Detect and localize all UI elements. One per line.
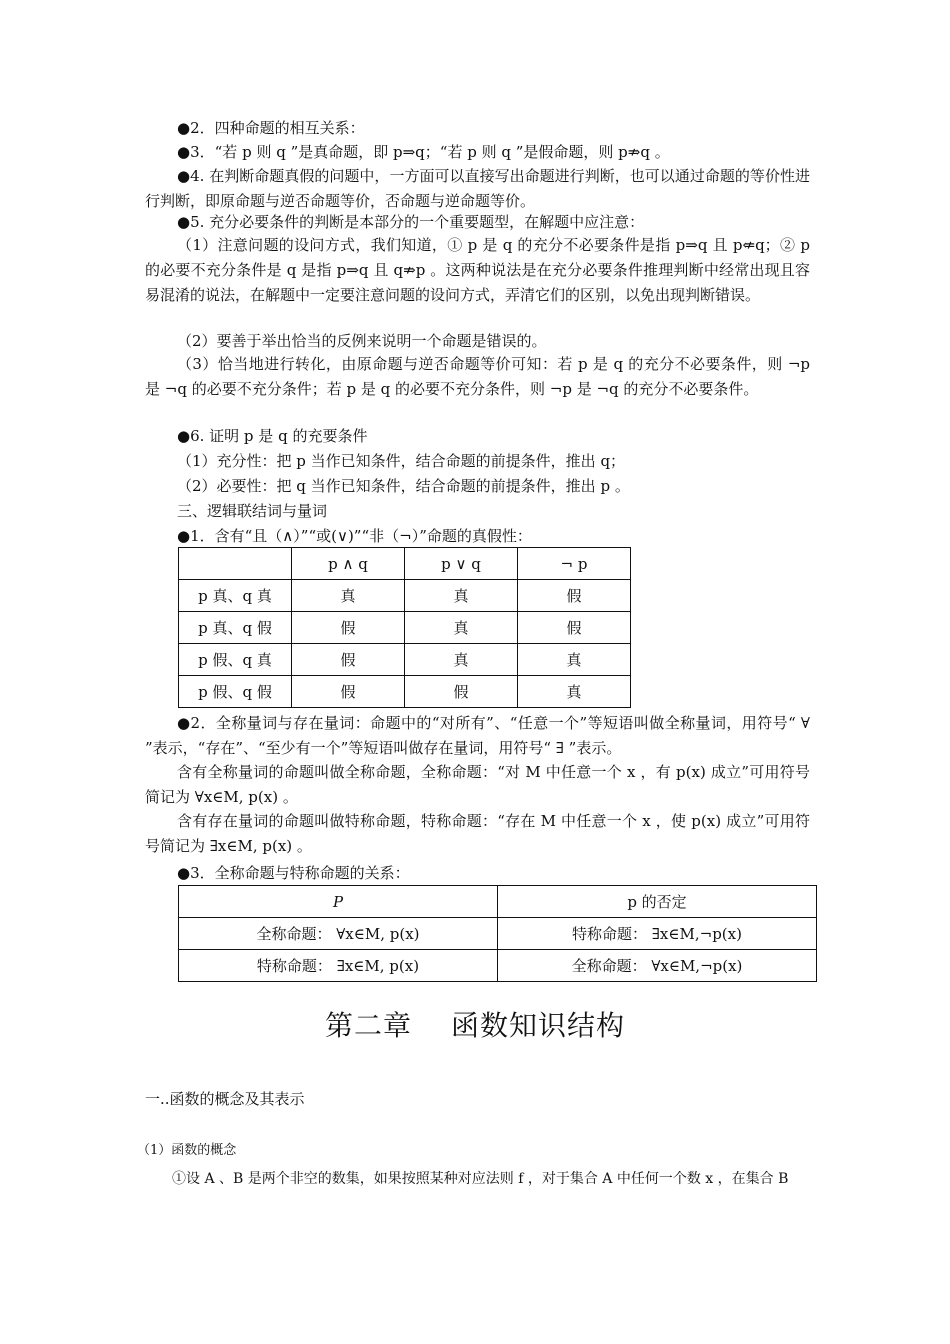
table2-caption: ●3．全称命题与特称命题的关系： — [177, 864, 410, 882]
table-cell: 假 — [518, 612, 631, 644]
table-header-cell: P — [179, 886, 498, 918]
truth-table — [178, 547, 631, 708]
section-heading: 一..函数的概念及其表示 — [145, 1090, 305, 1108]
table-header-row — [179, 548, 631, 580]
table-cell: 假 — [292, 612, 405, 644]
table-cell: 特称命题： ∃x∈M, p(x) — [179, 950, 498, 982]
item-5-paragraph-1: （1）注意问题的设问方式，我们知道，① p 是 q 的充分不必要条件是指 p⇒q 且 p⇍q；② p 的必要不充分条件是 q 是指 p⇒q 且 q⇏p 。这两种说法是在充分必要条件推理判断中经常出现且容易混淆的说法，在解题中一定要注意问题的设问方式，弄清它们的区别，以免出现判断错误。 — [145, 236, 810, 304]
table-cell: 假 — [292, 644, 405, 676]
negation-table — [178, 885, 817, 982]
table-header-row — [179, 886, 817, 918]
table-cell: p 假、q 真 — [179, 644, 292, 676]
definition-line: ①设 A 、B 是两个非空的数集，如果按照某种对应法则 f ，对于集合 A 中任何一个数 x ，在集合 B — [172, 1171, 789, 1187]
item-5-paragraph-2: （2）要善于举出恰当的反例来说明一个命题是错误的。 — [177, 332, 547, 350]
item-5-paragraph-3: （3）恰当地进行转化，由原命题与逆否命题等价可知：若 p 是 q 的充分不必要条件，则 ¬p 是 ¬q 的必要不充分条件；若 p 是 q 的必要不充分条件，则 ¬p 是 ¬q 的充分不必要条件。 — [145, 355, 810, 398]
table-cell: p 假、q 假 — [179, 676, 292, 708]
table-cell: p 真、q 真 — [179, 580, 292, 612]
table-cell: 真 — [405, 580, 518, 612]
item-2-line: ●2．四种命题的相互关系： — [177, 119, 365, 137]
chapter-title: 第二章 函数知识结构 — [325, 1009, 625, 1042]
table-header-cell: p ∧ q — [292, 548, 405, 580]
item-5-line: ●5. 充分必要条件的判断是本部分的一个重要题型，在解题中应注意： — [177, 213, 645, 231]
existential-paragraph: 含有存在量词的命题叫做特称命题，特称命题：“存在 M 中任意一个 x ，使 p(x) 成立”可用符号简记为 ∃x∈M, p(x) 。 — [145, 812, 810, 855]
quantifier-paragraph: ●2．全称量词与存在量词：命题中的“对所有”、“任意一个”等短语叫做全称量词，用符号“ ∀ ”表示，“存在”、“至少有一个”等短语叫做存在量词，用符号“ ∃ ”表示。 — [145, 714, 810, 757]
table-row — [179, 580, 631, 612]
table-cell: 假 — [518, 580, 631, 612]
table-cell: 真 — [518, 676, 631, 708]
table-cell: 全称命题： ∀x∈M,¬p(x) — [498, 950, 817, 982]
table-cell: 真 — [518, 644, 631, 676]
table-cell: 假 — [405, 676, 518, 708]
item-4-paragraph: ●4. 在判断命题真假的问题中，一方面可以直接写出命题进行判断，也可以通过命题的等价性进行判断，即原命题与逆否命题等价，否命题与逆命题等价。 — [145, 167, 810, 210]
table-row — [179, 918, 817, 950]
table-cell: 真 — [405, 644, 518, 676]
item-6-sufficiency: （1）充分性：把 p 当作已知条件，结合命题的前提条件，推出 q； — [177, 452, 626, 470]
table-cell: 真 — [405, 612, 518, 644]
table-row — [179, 676, 631, 708]
table-cell: 全称命题： ∀x∈M, p(x) — [179, 918, 498, 950]
table-cell: 真 — [292, 580, 405, 612]
universal-paragraph: 含有全称量词的命题叫做全称命题，全称命题：“对 M 中任意一个 x ，有 p(x) 成立”可用符号简记为 ∀x∈M, p(x) 。 — [145, 763, 810, 806]
item-6-line: ●6. 证明 p 是 q 的充要条件 — [177, 427, 368, 445]
table-row — [179, 950, 817, 982]
item-6-necessity: （2）必要性：把 q 当作已知条件，结合命题的前提条件，推出 p 。 — [177, 477, 630, 495]
table-cell: p 真、q 假 — [179, 612, 292, 644]
table-header-cell: p 的否定 — [498, 886, 817, 918]
subsection-heading: （1）函数的概念 — [137, 1143, 237, 1158]
section-3-heading: 三、逻辑联结词与量词 — [177, 502, 328, 520]
table-cell: 特称命题： ∃x∈M,¬p(x) — [498, 918, 817, 950]
table1-caption: ●1．含有“且（∧）”“或(∨)”“非（¬）”命题的真假性： — [177, 527, 532, 545]
item-3-line: ●3．“若 p 则 q ”是真命题，即 p⇒q；“若 p 则 q ”是假命题，则 p⇏q 。 — [177, 143, 670, 161]
table-row — [179, 644, 631, 676]
table-header-cell — [179, 548, 292, 580]
table-header-cell: ¬ p — [518, 548, 631, 580]
table-row — [179, 612, 631, 644]
table-header-cell: p ∨ q — [405, 548, 518, 580]
table-cell: 假 — [292, 676, 405, 708]
